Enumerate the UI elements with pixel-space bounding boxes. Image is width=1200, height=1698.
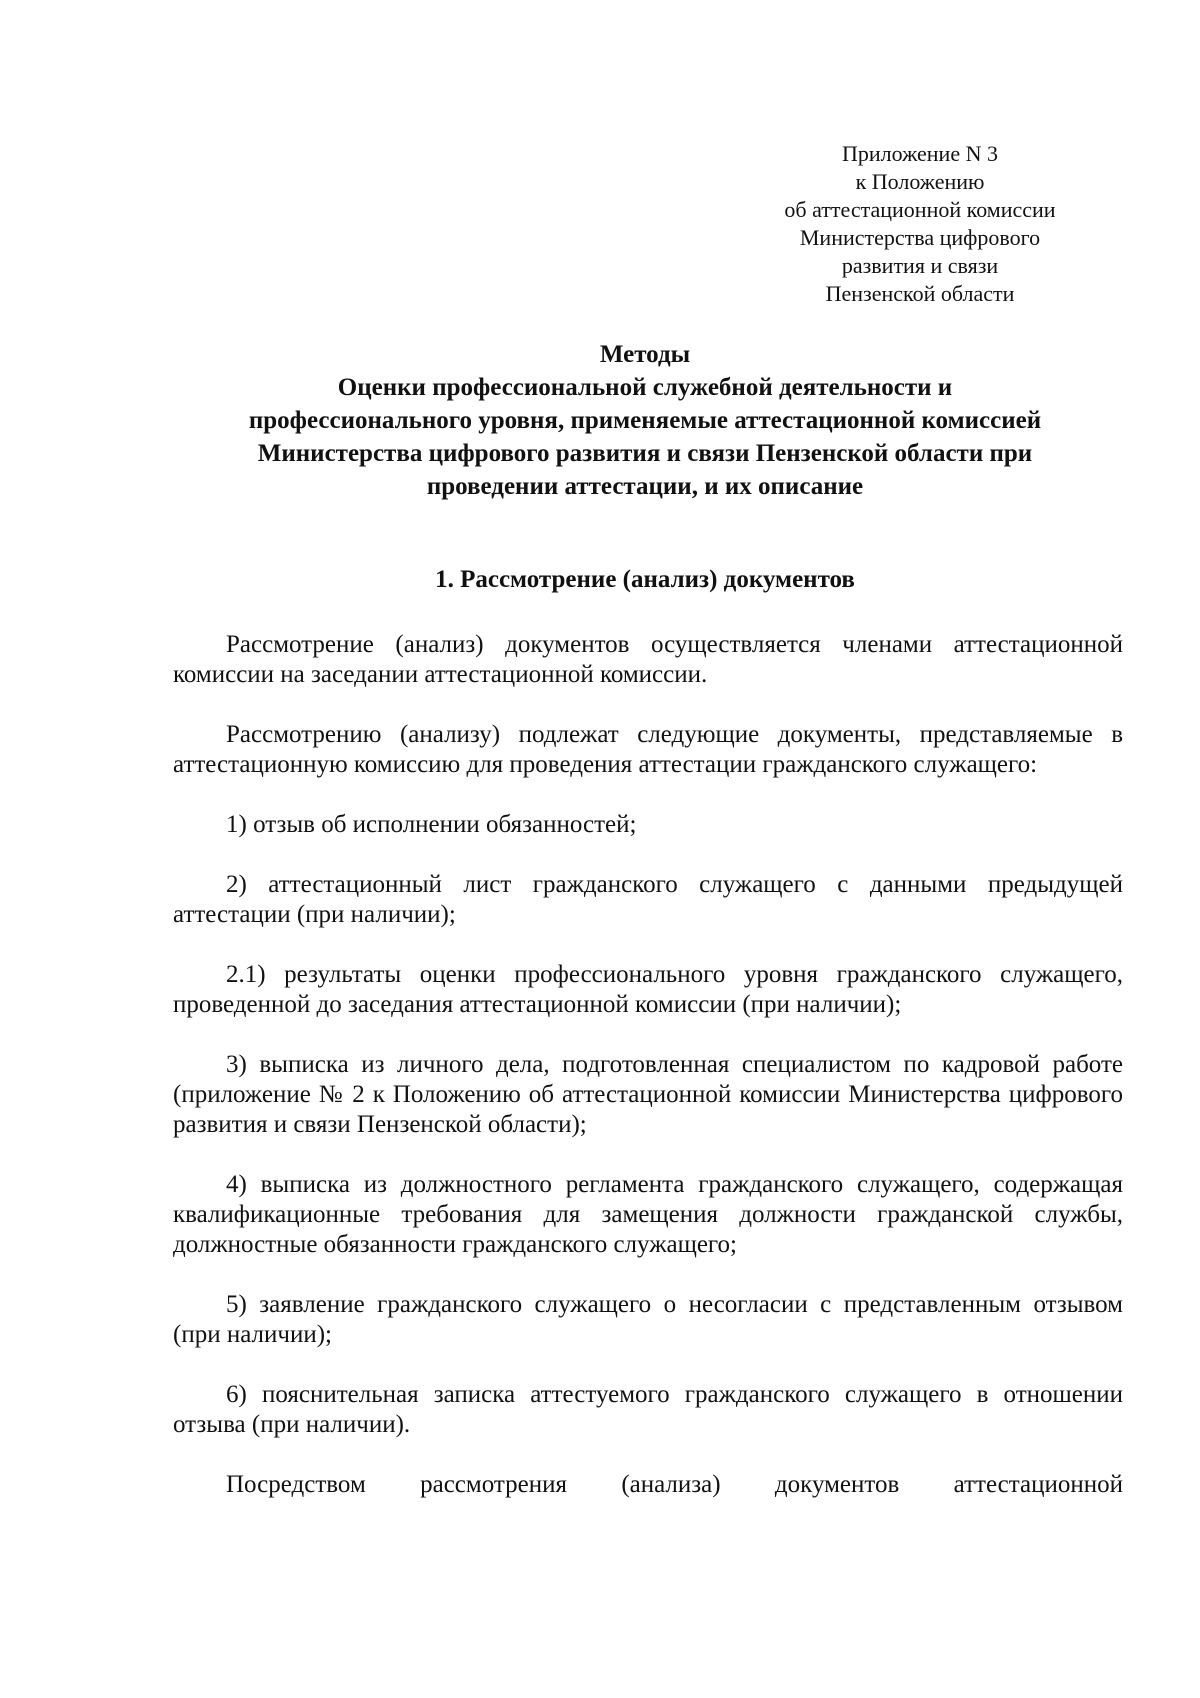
- title-line: профессионального уровня, применяемые аттестационной комиссией: [248, 407, 1042, 434]
- title-line: Оценки профессиональной служебной деятельности и: [337, 374, 953, 401]
- appendix-reference: [740, 140, 1100, 308]
- appendix-line: Пензенской области: [825, 281, 1015, 306]
- list-item: 3) выписка из личного дела, подготовленная специалистом по кадровой работе (приложение № 2 к Положению об аттестационной комиссии Министерства цифрового развития и связи Пензенской области);: [173, 1051, 1123, 1138]
- list-item: 5) заявление гражданского служащего о несогласии с представленным отзывом (при наличии);: [173, 1291, 1123, 1348]
- section-heading: 1. Рассмотрение (анализ) документов: [435, 566, 855, 593]
- list-item: 4) выписка из должностного регламента гражданского служащего, содержащая квалификационные требования для замещения должности гражданской службы, должностные обязанности гражданского служащего;: [173, 1171, 1123, 1258]
- section-body: [173, 630, 1123, 1530]
- list-item: 6) пояснительная записка аттестуемого гражданского служащего в отношении отзыва (при наличии).: [173, 1381, 1123, 1438]
- list-item: 2.1) результаты оценки профессионального уровня гражданского служащего, проведенной до заседания аттестационной комиссии (при наличии);: [173, 961, 1123, 1018]
- appendix-line: Приложение N 3: [842, 141, 998, 166]
- title-line: Министерства цифрового развития и связи Пензенской области при: [257, 440, 1033, 467]
- paragraph: Посредством рассмотрения (анализа) документов аттестационной: [226, 1471, 1123, 1498]
- document-title: [160, 338, 1130, 503]
- list-item: 1) отзыв об исполнении обязанностей;: [226, 811, 637, 838]
- appendix-line: об аттестационной комиссии: [784, 197, 1056, 222]
- appendix-line: к Положению: [855, 169, 985, 194]
- appendix-line: Министерства цифрового: [799, 225, 1041, 250]
- title-line: Методы: [599, 341, 691, 368]
- paragraph: Рассмотрение (анализ) документов осуществляется членами аттестационной комиссии на заседании аттестационной комиссии.: [173, 631, 1123, 688]
- appendix-line: развития и связи: [841, 253, 999, 278]
- title-line: проведении аттестации, и их описание: [426, 473, 864, 500]
- list-item: 2) аттестационный лист гражданского служащего с данными предыдущей аттестации (при наличии);: [173, 871, 1123, 928]
- paragraph: Рассмотрению (анализу) подлежат следующие документы, представляемые в аттестационную комиссию для проведения аттестации гражданского служащего:: [173, 721, 1123, 778]
